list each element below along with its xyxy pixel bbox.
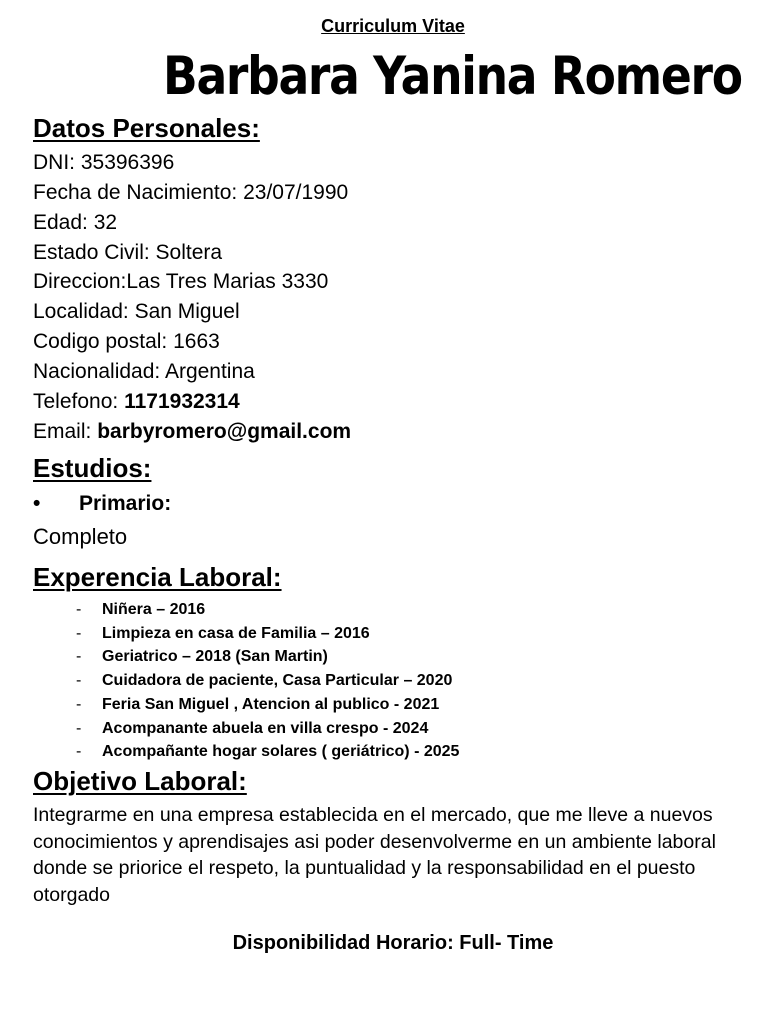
availability-statement: Disponibilidad Horario: Full- Time [232, 932, 554, 954]
list-item: - Acompañante hogar solares ( geriátrico) - 2025 [76, 740, 459, 764]
dash-icon: - [76, 672, 82, 690]
field-label: DNI: [33, 151, 81, 174]
dash-icon: - [76, 695, 82, 713]
experience-list [76, 598, 459, 764]
field-phone [33, 387, 240, 417]
field-label: Email: [33, 420, 98, 443]
dash-icon: - [76, 719, 82, 737]
list-item: - Niñera – 2016 [76, 598, 459, 622]
studies-level [33, 492, 171, 516]
experience-heading: Experencia Laboral: [33, 562, 282, 592]
field-address [33, 267, 328, 297]
field-value: San Miguel [134, 300, 240, 323]
field-label: Localidad: [33, 300, 135, 323]
dash-icon: - [76, 624, 82, 642]
dash-icon: - [76, 743, 82, 761]
field-value: 1171932314 [124, 390, 240, 413]
studies-level-label: Primario: [79, 492, 172, 515]
list-item: - Geriatrico – 2018 (San Martin) [76, 645, 459, 669]
field-label: Telefono: [33, 390, 125, 413]
dash-icon: - [76, 601, 82, 618]
list-item: - Cuidadora de paciente, Casa Particular – 2020 [76, 669, 459, 693]
field-locality [33, 297, 240, 327]
field-age [33, 208, 117, 238]
field-postal-code [33, 327, 220, 357]
field-label: Nacionalidad: [33, 360, 165, 383]
field-value: Soltera [155, 241, 223, 264]
list-item: - Limpieza en casa de Familia – 2016 [76, 622, 459, 646]
field-value: Argentina [164, 360, 255, 383]
field-email [33, 417, 351, 447]
document-title: Curriculum Vitae [321, 16, 465, 36]
field-civil-status [33, 238, 222, 268]
field-label: Estado Civil: [33, 241, 156, 264]
studies-heading: Estudios: [33, 453, 152, 483]
field-label: Codigo postal: [33, 330, 174, 353]
field-dni [33, 148, 174, 178]
objective-paragraph: Integrarme en una empresa establecida en el mercado, que me lleve a nuevos conocimientos y aprendisajes asi poder desenvolverme en un ambiente laboral donde se priorice el respeto, la puntualidad y la responsabilidad en el puesto otorgado [33, 804, 716, 906]
field-label: Fecha de Nacimiento: [33, 181, 244, 204]
field-label: Direccion: [33, 270, 127, 293]
field-value: 23/07/1990 [243, 181, 349, 204]
field-value: barbyromero@gmail.com [97, 420, 352, 443]
candidate-name: Barbara Yanina Romero [163, 46, 742, 107]
field-value: 1663 [173, 330, 220, 353]
field-nationality [33, 357, 255, 387]
list-item: - Feria San Miguel , Atencion al publico - 2021 [76, 693, 459, 717]
studies-status: Completo [33, 524, 128, 549]
personal-data-heading: Datos Personales: [33, 113, 260, 143]
bullet-icon: • [33, 492, 41, 515]
field-birthdate [33, 178, 348, 208]
field-label: Edad: [33, 211, 94, 234]
objective-heading: Objetivo Laboral: [33, 766, 247, 796]
list-item: - Acompanante abuela en villa crespo - 2024 [76, 717, 459, 741]
field-value: 35396396 [80, 151, 175, 174]
field-value: 32 [93, 211, 118, 234]
field-value: Las Tres Marias 3330 [126, 270, 329, 293]
dash-icon: - [76, 648, 82, 666]
